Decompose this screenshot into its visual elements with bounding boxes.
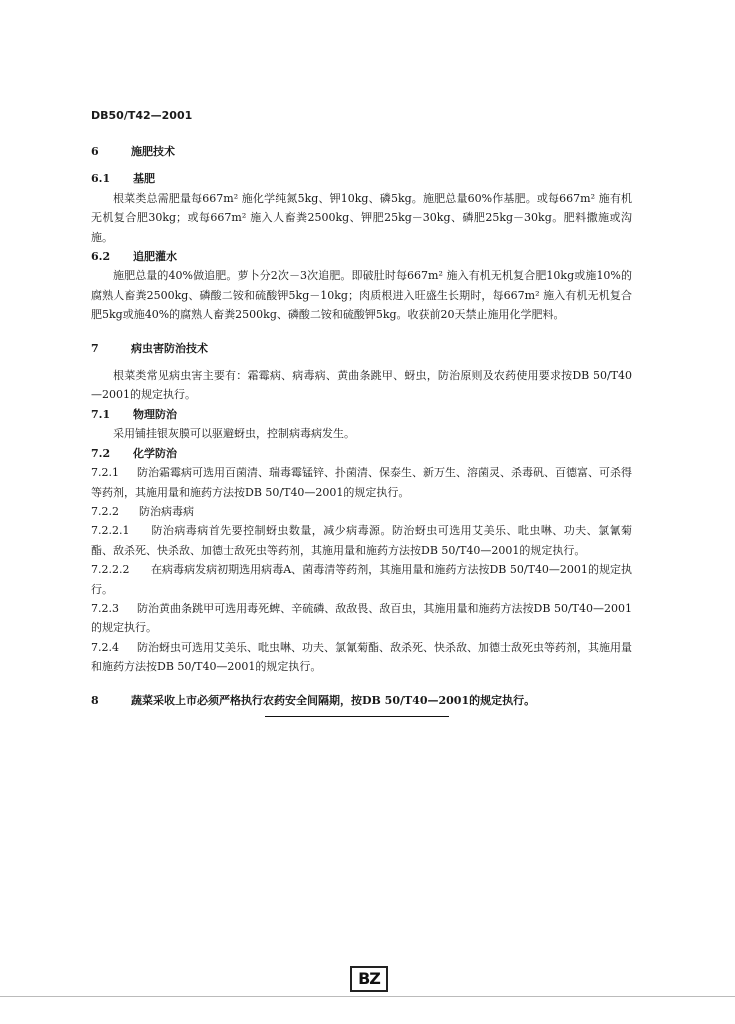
section-title: 病虫害防治技术 — [131, 341, 208, 355]
section-6-1-heading — [91, 169, 632, 188]
item-number: 7.2.4 — [91, 640, 119, 654]
item-number: 7.2.2.2 — [91, 563, 130, 577]
item-text: 防治蚜虫可选用艾美乐、吡虫啉、功夫、氯氰菊酯、敌杀死、快杀敌、加德士敌死虫等药剂，其施用量和施药方法按DB 50/T40—2001的规定执行。 — [91, 640, 632, 674]
section-number: 7.1 — [91, 407, 111, 421]
section-7-2-2-2-item — [91, 560, 632, 599]
item-text: 防治霜霉病可选用百菌清、瑞毒霉锰锌、扑菌清、保泰生、新万生、溶菌灵、杀毒矾、百德富、可杀得等药剂，其施用量和施药方法按DB 50/T40—2001的规定执行。 — [91, 466, 632, 499]
section-title: 基肥 — [133, 172, 155, 186]
section-number: 7.2 — [91, 446, 111, 460]
section-6-2-heading — [91, 247, 632, 266]
section-number: 6.2 — [91, 250, 111, 264]
end-rule — [265, 716, 449, 717]
section-7-1-heading — [91, 405, 632, 424]
section-text: 蔬菜采收上市必须严格执行农药安全间隔期，按DB 50/T40—2001的规定执行。 — [131, 693, 536, 707]
section-title: 施肥技术 — [131, 145, 175, 158]
section-7-2-3-item — [91, 599, 632, 638]
section-6-1-text: 根菜类总需肥量每667m² 施化学纯氮5kg、钾10kg、磷5kg。施肥总量60%作基肥。或每667m² 施有机无机复合肥30kg；或每667m² 施入人畜粪2500kg、钾肥25kg－30kg、磷肥25kg－30kg。肥料撒施或沟施。 — [91, 191, 632, 244]
section-number: 6.1 — [91, 172, 111, 186]
item-text: 防治黄曲条跳甲可选用毒死蜱、辛硫磷、敌敌畏、敌百虫，其施用量和施药方法按DB 50/T40—2001的规定执行。 — [91, 601, 632, 635]
section-title: 追肥灌水 — [133, 250, 177, 264]
section-7-heading — [91, 339, 632, 358]
item-number: 7.2.1 — [91, 466, 119, 480]
item-number: 7.2.3 — [91, 601, 119, 615]
item-number: 7.2.2.1 — [91, 524, 130, 538]
section-7-text: 根菜类常见病虫害主要有：霜霉病、病毒病、黄曲条跳甲、蚜虫，防治原则及农药使用要求按DB 50/T40—2001的规定执行。 — [91, 369, 632, 402]
section-7-2-1-item — [91, 463, 632, 502]
section-number: 7.2.2 — [91, 504, 119, 518]
section-title: 物理防治 — [133, 407, 177, 421]
section-title: 防治病毒病 — [139, 504, 194, 518]
section-6-heading — [91, 142, 632, 161]
section-title: 化学防治 — [133, 446, 177, 460]
section-7-2-heading — [91, 444, 632, 463]
bz-logo: BZ — [350, 966, 388, 992]
section-number: 8 — [91, 693, 99, 707]
section-7-2-2-1-item — [91, 521, 632, 560]
page-bottom-divider — [0, 996, 735, 997]
document-code-header: DB50/T42—2001 — [91, 109, 193, 122]
item-text: 在病毒病发病初期选用病毒A、菌毒清等药剂，其施用量和施药方法按DB 50/T40—2001的规定执行。 — [91, 563, 632, 596]
item-text: 防治病毒病首先要控制蚜虫数量，减少病毒源。防治蚜虫可选用艾美乐、吡虫啉、功夫、氯氰菊酯、敌杀死、快杀敌、加德士敌死虫等药剂，其施用量和施药方法按DB 50/T40—2001的规定执行。 — [91, 524, 632, 557]
section-number: 7 — [91, 341, 99, 355]
section-7-2-4-item — [91, 638, 632, 677]
section-number: 6 — [91, 145, 99, 158]
section-7-2-2-heading — [91, 502, 632, 521]
section-8-statement — [91, 691, 632, 710]
section-7-1-text: 采用铺挂银灰膜可以驱避蚜虫，控制病毒病发生。 — [113, 427, 355, 441]
section-6-2-text: 施肥总量的40%做追肥。萝卜分2次－3次追肥。即破肚时每667m² 施入有机无机复合肥10kg或施10%的腐熟人畜粪2500kg、磷酸二铵和硫酸钾5kg－10kg；肉质根进入旺盛生长期时，每667m² 施入有机无机复合肥5kg或施40%的腐熟人畜粪2500kg、磷酸二铵和硫酸钾5kg。收获前20天禁止施用化学肥料。 — [91, 269, 632, 322]
document-body — [91, 128, 632, 718]
